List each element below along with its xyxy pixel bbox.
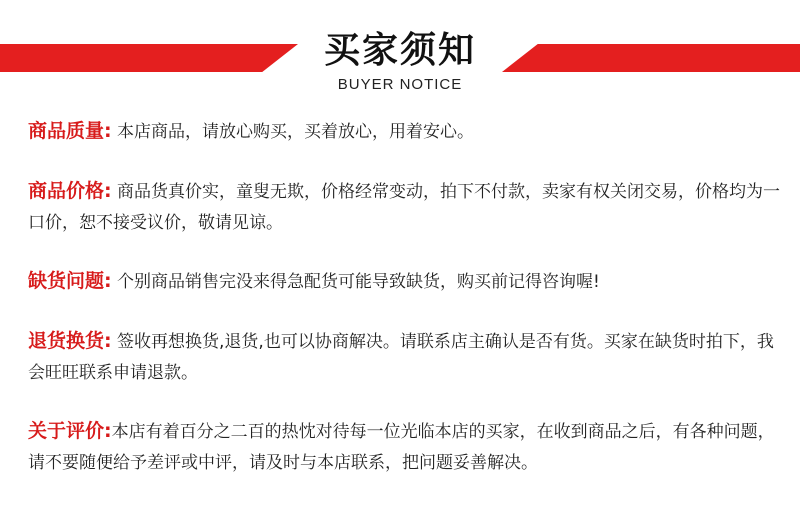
notice-label: 退货换货:: [28, 330, 112, 352]
notice-text: 商品货真价实，童叟无欺，价格经常变动，拍下不付款，卖家有权关闭交易，价格均为一口价，恕不接受议价，敬请见谅。: [28, 182, 781, 233]
notice-text: 本店有着百分之二百的热忱对待每一位光临本店的买家，在收到商品之后，有各种问题，请不要随便给予差评或中评，请及时与本店联系，把问题妥善解决。: [28, 422, 775, 473]
notice-text: 本店商品，请放心购买，买着放心，用着安心。: [111, 122, 475, 142]
notice-text: 签收再想换货,退货,也可以协商解决。请联系店主确认是否有货。买家在缺货时拍下，我会旺旺联系申请退款。: [28, 332, 774, 383]
notice-reviews: [28, 416, 780, 479]
notice-label: 缺货问题:: [28, 270, 112, 292]
notice-quality: [28, 116, 780, 148]
notice-label: 关于评价:: [28, 420, 112, 442]
notice-text: 个别商品销售完没来得急配货可能导致缺货，购买前记得咨询喔!: [111, 272, 600, 292]
notice-returns: [28, 326, 780, 389]
notice-price: [28, 176, 780, 239]
notice-label: 商品价格:: [28, 180, 112, 202]
notice-out-of-stock: [28, 266, 780, 298]
page-title: 买家须知: [323, 30, 476, 71]
notice-label: 商品质量:: [28, 120, 112, 142]
notice-header: [0, 0, 800, 100]
page-subtitle: BUYER NOTICE: [337, 76, 463, 93]
